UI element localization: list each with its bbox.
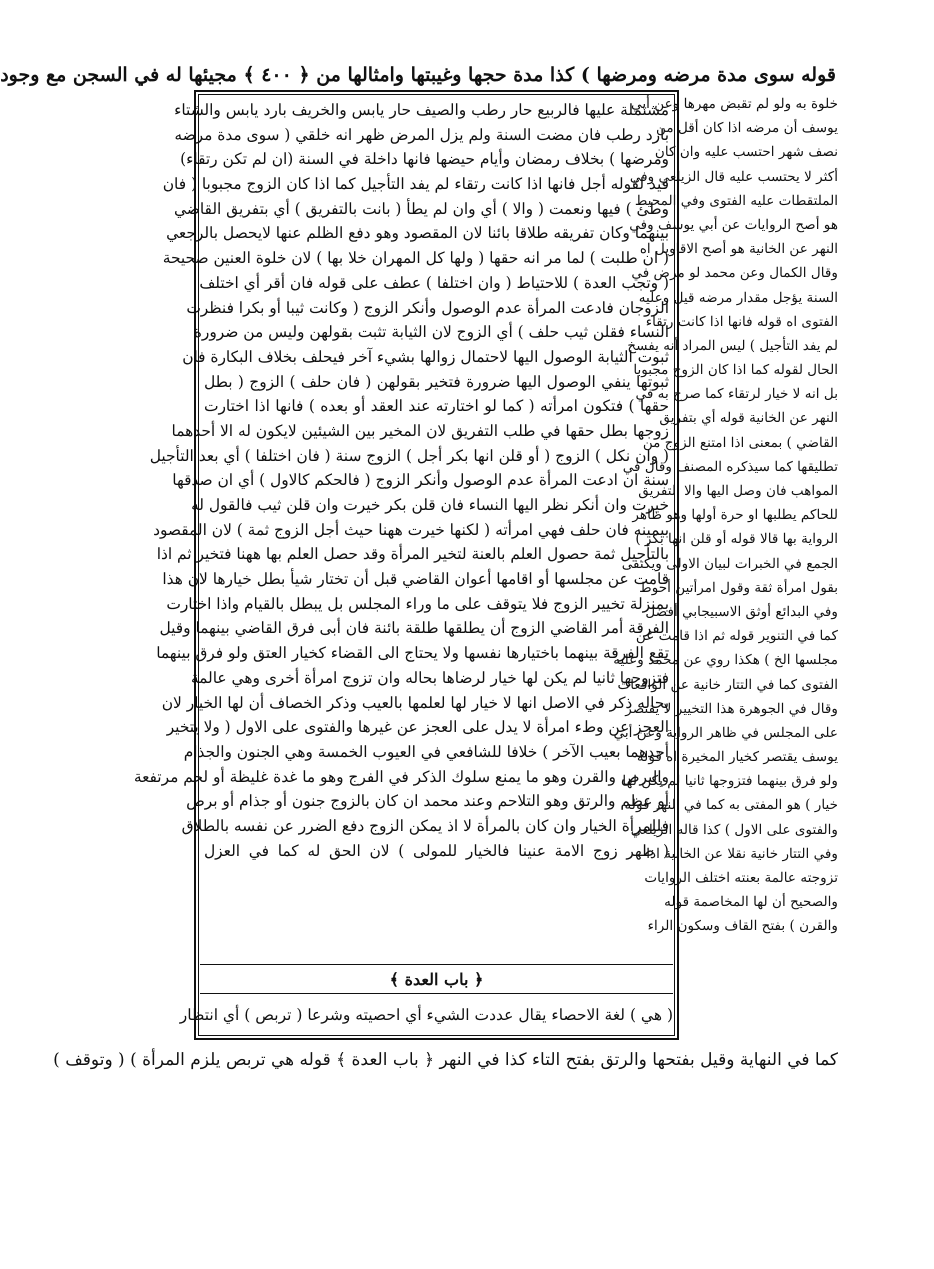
commentary-line: يوسف أن مرضه اذا كان أقل من [656,120,838,137]
commentary-line: أكثر لا يحتسب عليه قال الزيلعي وفي [629,168,838,185]
main-text-line: فللمرأة الخيار وان كان بالمرأة لا اذ يمكن الزوج دفع الضرر عن نفسه بالطلاق [181,816,669,835]
main-text-line: والبرص والقرن وهو ما يمنع سلوك الذكر في الفرج وهو ما غدة غليظة أو لحم مرتفعة [133,767,669,786]
main-text-line: ( وان نكل ) الزوج ( أو قلن انها بكر أجل ) الزوج سنة ( فان اختلفا ) أي بعد التأجيل [149,446,669,465]
commentary-line: خلوة به ولو لم تقبض مهرها وعن أبي [631,96,838,112]
main-text-line: النساء فقلن ثيب حلف ) أي الزوج لان الثيابة تثبت بقولهن وليس من ضرورة [193,323,669,342]
commentary-line: نصف شهر احتسب عليه وان كان [654,144,838,161]
main-text-line: بمنزلة تخيير الزوج فلا يتوقف على ما وراء المجلس بل يبطل بالقيام واذا اختارت [166,594,669,613]
commentary-line: وفي البدائع أوثق الاسبيجابي أفضل [645,603,838,620]
page-footer-line: كما في النهاية وقيل بفتحها والرتق بفتح التاء كذا في النهر ﴿ باب العدة ﴾ قوله هي تربص يلزم المرأة ) ( وتوقف ) [53,1050,838,1070]
main-text-line: قامت عن مجلسها أو اقامها أعوان القاضي قبل أن تختار شيأ بطل خيارها لان هذا [162,570,669,589]
chapter-heading: ﴿ باب العدة ﴾ [200,964,673,994]
main-text-line: مشتملة عليها فالربيع حار رطب والصيف حار يابس والخريف بارد يابس والشتاء [174,101,669,119]
commentary-line: الجمع في الخبرات لبيان الاولى ويكتفى [621,555,838,572]
commentary-line: والقرن ) بفتح القاف وسكون الراء [647,918,838,935]
commentary-line: خيار ) هو المفتى به كما في النهر قوله [624,797,838,814]
main-text-line: حقها ) فتكون امرأته ( كما لو اختارته عند العقد أو بعده ) فانها اذا اختارت [204,397,669,416]
main-text-body [133,98,669,960]
commentary-line: على المجلس في ظاهر الرواية وعن أبي [613,724,838,741]
commentary-line: بل انه لا خيار لرتقاء كما صرح به في [635,386,838,403]
main-text-line: خيرت وان أنكر نظر اليها النساء فان قلن بكر خيرت وان قلن ثيب فالقول له [191,496,669,514]
commentary-line: ولو فرق بينهما فتزوجها ثانيا لم يكن لها [622,773,838,790]
main-text-line: بينهما وكان تفريقه طلاقا بائنا لان المقصود وهو دفع الظلم عنها لايحصل بالرجعي [166,224,669,243]
commentary-line: بقول امرأة ثقة وقول امرأتين أحوط [639,579,838,596]
commentary-line: الملتقطات عليه الفتوى وفي المحيط [634,192,838,209]
main-text-line: ثبوتها ينفي الوصول اليها ضرورة فتخير بقولهن ( فان حلف ) الزوج ( بطل [204,372,669,391]
main-text-line: الفرقة أمر القاضي الزوج أن يطلقها طلقة بائنة فان أبى فرق القاضي بينهما وقيل [159,619,669,638]
main-text-line: ( وتجب العدة ) للاحتياط ( وان اختلفا ) عطف على قوله فان أقر أي اختلف [199,273,669,292]
commentary-line: لم يفد التأجيل ) ليس المراد أنه يفسخ [627,337,838,354]
commentary-line: الفتوى اه قوله فانها اذا كانت رتقاء [645,313,838,330]
main-text-line: زوجها بطل حقها في طلب التفريق لان المخير بين الشيئين لايكون له الا أحدهما [171,421,669,440]
commentary-line: والفتوى على الاول ) كذا قاله الزيلعي [630,821,838,838]
main-text-line: العجز عن وطء امرأة لا يدل على العجز عن غيرها والفتوى على الاول ( ولا يتخير [166,718,669,737]
commentary-line: كما في التنوير قوله ثم اذا قامت عن [635,628,838,645]
main-text-line: فتزوجها ثانيا لم يكن لها خيار لرضاها بحاله وان تزوج امرأة أخرى وهي عالمة [190,668,669,687]
main-text-frame [133,90,679,1040]
main-text-line: بالتأجيل ثمة حصول العلم بالعنة لتخير المرأة وقد حصل العلم بها ههنا فتخير ثم اذا [156,545,669,564]
main-text-line: تقع الفرقة بينهما باختيارها نفسها ولا يحتاج الى القضاء كخيار العتق ولو فرق بينهما [156,644,669,663]
main-text-line: ( ان طلبت ) لما مر انه حقها ( ولها كل المهران خلا بها ) لان خلوة العنين صحيحة [162,249,669,268]
main-text-line: بحاله ذكر في الاصل انها لا خيار لها لعلمها بالعيب وذكر الخصاف أن لها الخيار لان [161,693,669,712]
main-text-line: الزوجان فادعت المرأة عدم الوصول وأنكر الزوج ( وكانت ثيبا أو بكرا فنظرت [186,298,669,317]
commentary-line: تطليقها كما سيذكره المصنف وقال في [622,458,838,475]
commentary-line: النهر عن الخانية هو أصح الاقاويل اه [639,241,838,258]
page-header: قوله سوى مدة مرضه ومرضها ) كذا مدة حجها وغيبتها وامثالها من ﴿ ٤٠٠ ﴾ مجيئها له في السجن مع وجود [0,64,836,86]
commentary-line: الرواية بها قالا قوله أو قلن انها بكر ) [635,531,838,548]
commentary-line: تزوجته عالمة بعنته اختلف الروايات [644,870,838,886]
commentary-line: يوسف يقتصر كخيار المخيرة اه قوله [636,749,838,766]
main-text-line: ومرضها ) بخلاف رمضان وأيام حيضها فانها داخلة في السنة (ان لم تكن رتقاء) [180,150,669,169]
commentary-line: الحال لقوله كما اذا كان الزوج مجبوبا [633,362,838,379]
commentary-line: النهر عن الخانية قوله أي بتفريق [659,410,838,427]
main-text-line: أحدهما بعيب الآخر ) خلافا للشافعي في العيوب الخمسة وهي الجنون والجذام [183,742,669,761]
chapter-opening-line: ( هي ) لغة الاحصاء يقال عددت الشيء أي احصيته وشرعا ( تربص ) أي انتظار [179,1006,673,1024]
commentary-line: والصحيح أن لها المخاصمة قوله [664,894,838,911]
commentary-line: وقال في الجوهرة هذا التخيير لا يقتصر [625,700,838,717]
commentary-line: وفي التتار خانية نقلا عن الخانية اذا [646,845,838,862]
main-text-line: قيد لقوله أجل فانها اذا كانت رتقاء لم يفد التأجيل كما اذا كان الزوج مجبوبا ( فان [162,175,669,194]
commentary-line: المواهب فان وصل اليها والا التفريق [638,483,838,499]
marginal-commentary [613,92,838,1042]
main-text-line: وطئ ) فيها ونعمت ( والا ) أي وان لم يطأ ( بانت بالتفريق ) أي بتفريق القاضي [173,199,669,218]
commentary-line: مجلسها الخ ) هكذا روي عن محمد وعليه [613,652,838,669]
commentary-line: الفتوى كما في التتار خانية عن الواقعات [617,676,838,693]
main-text-line: بارد رطب فان مضت السنة ولم يزل المرض ظهر انه خلقي ( سوى مدة مرضه [174,125,669,144]
main-text-line: سنة ان ادعت المرأة عدم الوصول وأنكر الزوج ( فالحكم كالاول ) أي ان صدقها [172,471,669,490]
commentary-line: هو أصح الروايات عن أبي يوسف وفي [629,216,838,233]
commentary-line: وقال الكمال وعن محمد لو مرض في [631,265,838,282]
commentary-line: السنة يؤجل مقدار مرضه قيل وعليه [638,289,838,306]
commentary-line: القاضي ) بمعنى اذا امتنع الزوج من [642,434,838,451]
main-text-line: بيمينه فان حلف فهي امرأته ( لكنها خيرت ههنا حيث أجل الزوج ثمة ) لان المقصود [153,520,669,539]
main-text-line: ثبوت الثيابة الوصول اليها لاحتمال زوالها بشيء آخر فيحلف بخلاف البكارة فان [182,347,669,366]
main-text-line: أو عظم والرتق وهو التلاحم وعند محمد ان كان بالزوج جنون أو جذام أو برص [186,792,669,811]
main-text-line: ( ظهر زوج الامة عنينا فالخيار للمولى ) لان الحق له كما في العزل [204,841,669,860]
commentary-line: للحاكم يطلبها او حرة أولها وهو ظاهر [632,507,838,524]
